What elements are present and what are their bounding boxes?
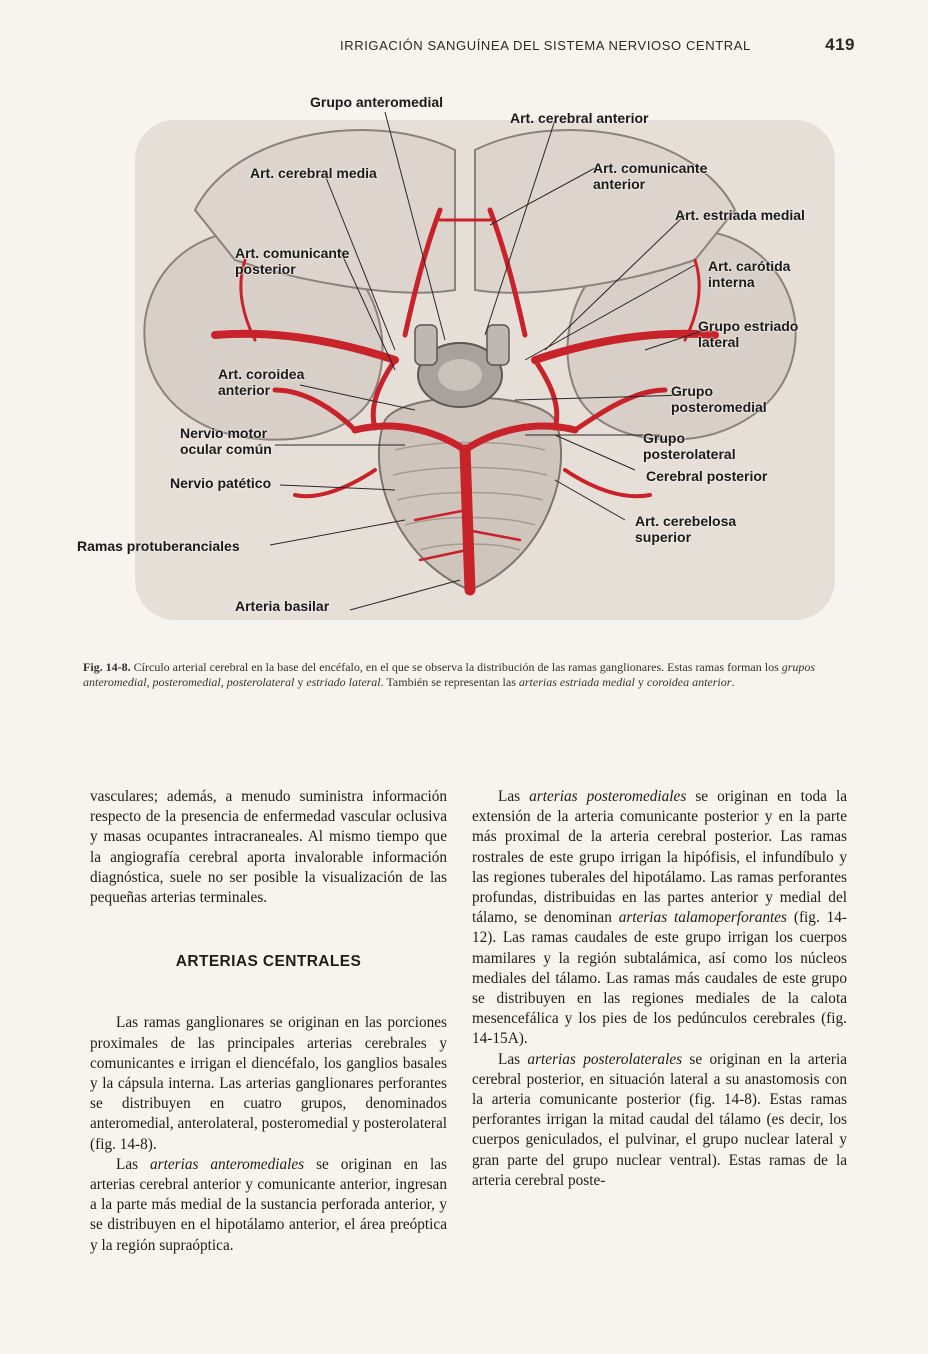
left-optic-nerve xyxy=(415,325,437,365)
label-nervio-motor-ocular-comun: Nervio motor ocular común xyxy=(180,425,272,457)
paragraph-italic: arterias talamoperforantes xyxy=(618,909,788,927)
caption-text: Círculo arterial cerebral en la base del encéfalo, en el que se observa la distribución de las ramas ganglionares. Estas ramas forman los xyxy=(133,660,782,674)
paragraph-italic: arterias posteromediales xyxy=(529,788,687,805)
caption-figure-number: Fig. 14-8. xyxy=(83,660,131,674)
page-number: 419 xyxy=(825,35,855,54)
paragraph: vasculares; además, a menudo suministra información respecto de la presencia de enfermedad vascular oclusiva y masas ocupantes intracraneales. Al mismo tiempo que la angiografía cerebral aporta invalorable información diagnóstica, suele no ser posible la visualización de las pequeñas arterias terminales. xyxy=(90,788,447,907)
label-art-carotida-interna: Art. carótida interna xyxy=(708,258,791,290)
paragraph xyxy=(90,1155,447,1256)
caption-italic: estriado lateral xyxy=(306,675,381,689)
label-art-comunicante-posterior: Art. comunicante posterior xyxy=(235,245,350,277)
paragraph xyxy=(472,1050,847,1191)
label-arteria-basilar: Arteria basilar xyxy=(235,598,330,614)
caption-text: y xyxy=(634,675,647,689)
figure-caption xyxy=(83,660,853,690)
caption-italic: coroidea anterior xyxy=(646,675,732,689)
paragraph-text: (fig. 14-12). Las ramas caudales de este grupo irrigan los cuerpos mamilares y la región subtalámica, así como los núcleos mediales del tálamo. Las ramas más caudales de este grupo se distribuyen en las regiones mediales de la calota mesencefálica y los pies de los pedúnculos cerebrales (fig. 14-15A). xyxy=(472,909,848,1048)
label-art-cerebral-media: Art. cerebral media xyxy=(250,165,377,181)
label-grupo-anteromedial: Grupo anteromedial xyxy=(310,94,444,110)
hypophysis-highlight xyxy=(438,359,482,391)
figure-14-8 xyxy=(75,90,865,635)
paragraph: Las ramas ganglionares se originan en las porciones proximales de las principales arterias cerebrales y comunicantes e irrigan el diencéfalo, los ganglios basales y la cápsula interna. Las arterias ganglionares perforantes se distribuyen en cuatro grupos, denominados anteromedial, anterolateral, posteromedial y posterolateral (fig. 14-8). xyxy=(90,1014,447,1153)
paragraph-text: Las xyxy=(498,788,530,805)
caption-italic: arterias estriada medial xyxy=(518,675,635,689)
label-art-estriada-medial: Art. estriada medial xyxy=(675,207,805,223)
paragraph-text: se originan en las arterias cerebral anterior y comunicante anterior, ingresan a la parte más medial de la sustancia perforada anterior, y se distribuyen en el hipotálamo anterior, el área preóptica y la región supraóptica. xyxy=(90,1155,447,1254)
label-grupo-posterolateral: Grupo posterolateral xyxy=(643,430,736,462)
label-nervio-patetico: Nervio patético xyxy=(170,475,272,491)
section-heading: ARTERIAS CENTRALES xyxy=(175,953,362,971)
left-column xyxy=(90,787,447,1256)
label-cerebral-posterior: Cerebral posterior xyxy=(646,468,768,484)
right-optic-nerve xyxy=(487,325,509,365)
paragraph-italic: arterias posterolaterales xyxy=(527,1050,683,1068)
paragraph-text: se originan en la arteria cerebral posterior, en situación lateral a su anastomosis con la arteria comunicante posterior (fig. 14-8). Estas ramas perforantes irrigan la mitad caudal del tálamo (es decir, los cuerpos geniculados, el pulvinar, el grupo nuclear lateral y gran parte del grupo nuclear ventral). Estas ramas de la arteria cerebral poste- xyxy=(472,1050,847,1189)
paragraph-text: Las xyxy=(116,1155,151,1173)
caption-text: . xyxy=(731,675,735,689)
label-grupo-estriado-lateral: Grupo estriado lateral xyxy=(698,318,799,350)
label-ramas-protuberanciales: Ramas protuberanciales xyxy=(77,538,240,554)
right-column xyxy=(472,787,847,1191)
label-art-coroidea-anterior: Art. coroidea anterior xyxy=(218,366,305,398)
caption-text: . También se representan las xyxy=(380,675,519,689)
label-grupo-posteromedial: Grupo posteromedial xyxy=(671,383,767,415)
basilar-artery xyxy=(465,450,470,590)
label-art-cerebral-anterior: Art. cerebral anterior xyxy=(510,110,649,126)
running-title: IRRIGACIÓN SANGUÍNEA DEL SISTEMA NERVIOSO CENTRAL xyxy=(340,38,751,53)
label-art-comunicante-anterior: Art. comunicante anterior xyxy=(593,160,708,192)
label-art-cerebelosa-superior: Art. cerebelosa superior xyxy=(635,513,737,545)
paragraph-text: se originan en toda la extensión de la arteria comunicante posterior y en la parte más proximal de la arteria cerebral posterior. Las ramas rostrales de este grupo irrigan la hipófisis, el infundíbulo y las regiones tuberales del hipotálamo. Las ramas perforantes profundas, distribuidas en las partes anterior y medial del tálamo, se denominan xyxy=(472,788,848,927)
paragraph-italic: arterias anteromediales xyxy=(150,1155,305,1173)
caption-italic: grupos anteromedial, posteromedial, posterolateral xyxy=(83,660,816,689)
paragraph-text: Las xyxy=(498,1050,528,1068)
page-header xyxy=(340,35,855,54)
paragraph xyxy=(472,787,847,1050)
caption-text: y xyxy=(294,675,307,689)
